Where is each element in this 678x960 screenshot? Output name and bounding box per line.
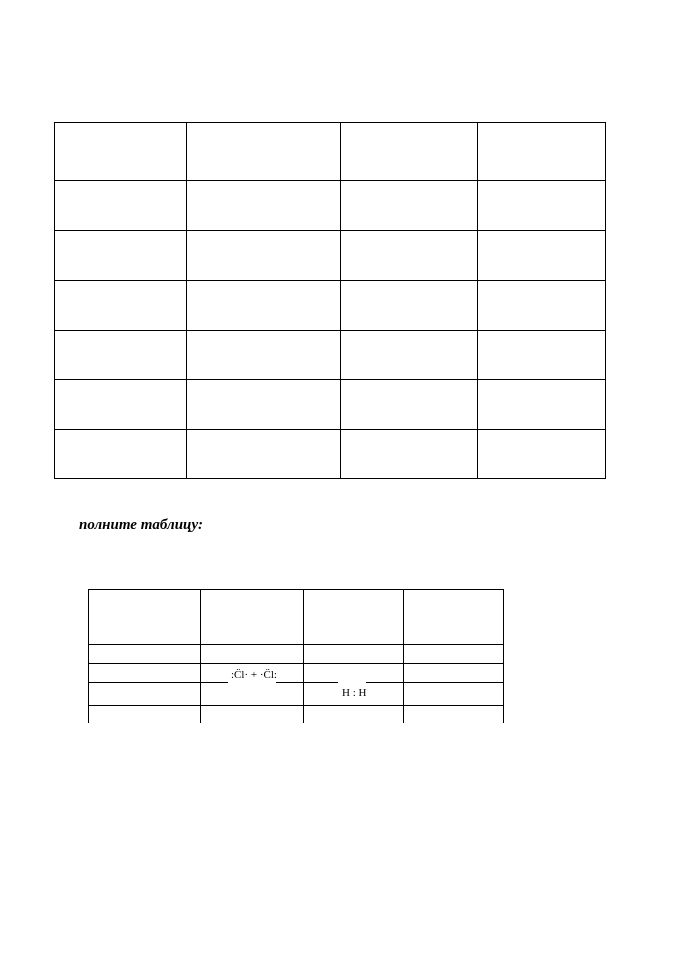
row-divider <box>55 429 605 430</box>
row-divider <box>88 682 200 683</box>
column-divider <box>186 123 187 478</box>
row-divider <box>88 644 504 645</box>
column-divider <box>88 589 89 723</box>
row-divider <box>55 379 605 380</box>
bonding-table <box>88 589 504 723</box>
row-divider <box>366 682 504 683</box>
column-divider <box>477 123 478 478</box>
empty-table-top <box>54 122 606 479</box>
hydrogen-lewis-formula: H : H <box>342 687 367 699</box>
row-divider <box>55 230 605 231</box>
column-divider <box>503 589 504 723</box>
row-divider <box>55 330 605 331</box>
row-divider <box>276 682 338 683</box>
instruction-heading: полните таблицу: <box>79 517 204 533</box>
column-divider <box>200 589 201 723</box>
table-border-top <box>88 589 504 590</box>
column-divider <box>340 123 341 478</box>
row-divider <box>55 180 605 181</box>
column-divider <box>403 589 404 723</box>
chlorine-lewis-formula: :C̈l· + ·C̈l: <box>231 669 277 681</box>
column-divider <box>303 589 304 723</box>
row-divider <box>88 663 504 664</box>
row-divider <box>88 705 504 706</box>
row-divider <box>55 280 605 281</box>
row-divider <box>200 682 228 683</box>
